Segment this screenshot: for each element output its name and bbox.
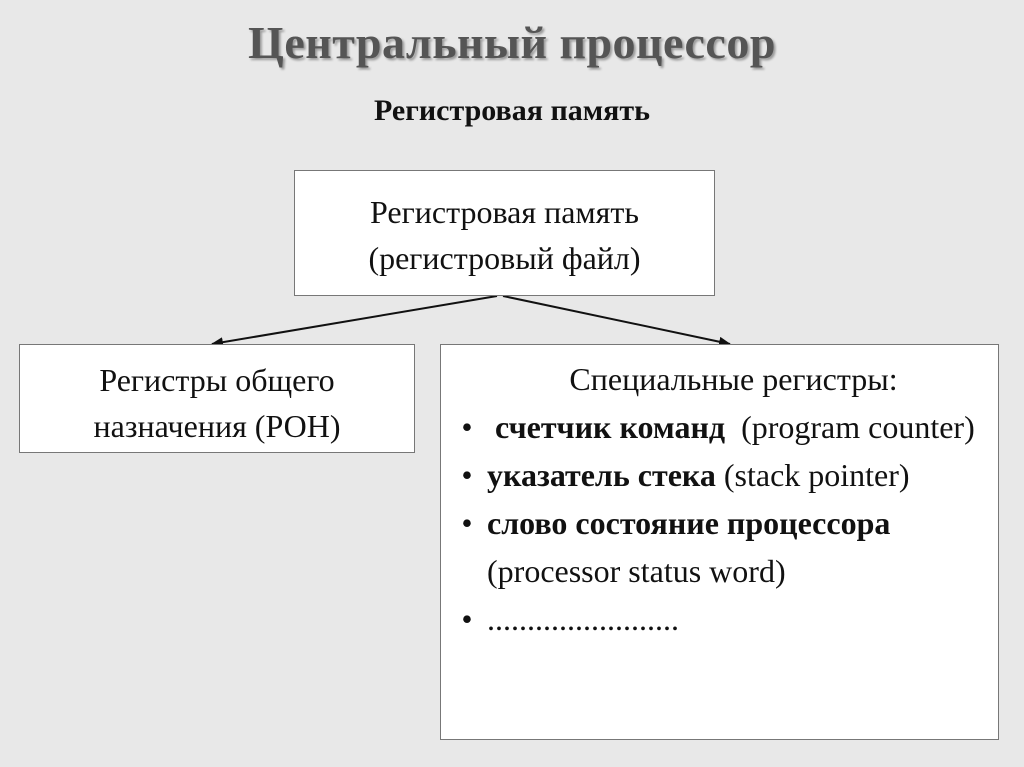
term: указатель стека <box>487 457 716 493</box>
term-english: (stack pointer) <box>715 457 910 493</box>
list-item-text <box>487 403 998 451</box>
register-memory-line2: (регистровый файл) <box>368 240 641 276</box>
term-english: (processor status word) <box>487 553 786 589</box>
bullet: • <box>461 505 473 541</box>
general-registers-line2: назначения (РОН) <box>93 408 341 444</box>
list-item-text <box>487 451 998 499</box>
list-item-text <box>487 499 998 595</box>
page-subtitle: Регистровая память <box>374 94 650 127</box>
general-registers-box <box>19 344 415 453</box>
bullet: • <box>461 457 473 493</box>
list-item <box>441 499 998 595</box>
list-item <box>441 595 998 643</box>
arrow-to-general-registers <box>212 296 497 344</box>
register-memory-box <box>294 170 715 296</box>
page-title: Центральный процессор <box>248 17 776 68</box>
term-english: (program counter) <box>725 409 975 445</box>
arrow-to-special-registers <box>503 296 730 344</box>
list-item-text <box>487 595 998 643</box>
term: слово состояние процессора <box>487 505 891 541</box>
bullet: • <box>461 409 473 445</box>
special-registers-heading: Специальные регистры: <box>569 361 898 397</box>
bullet: • <box>461 601 473 637</box>
register-memory-line1: Регистровая память <box>370 194 639 230</box>
general-registers-line1: Регистры общего <box>99 362 335 398</box>
list-item <box>441 403 998 451</box>
list-item <box>441 451 998 499</box>
ellipsis: ........................ <box>487 601 679 637</box>
special-registers-box <box>440 344 999 740</box>
term: счетчик команд <box>487 409 726 445</box>
